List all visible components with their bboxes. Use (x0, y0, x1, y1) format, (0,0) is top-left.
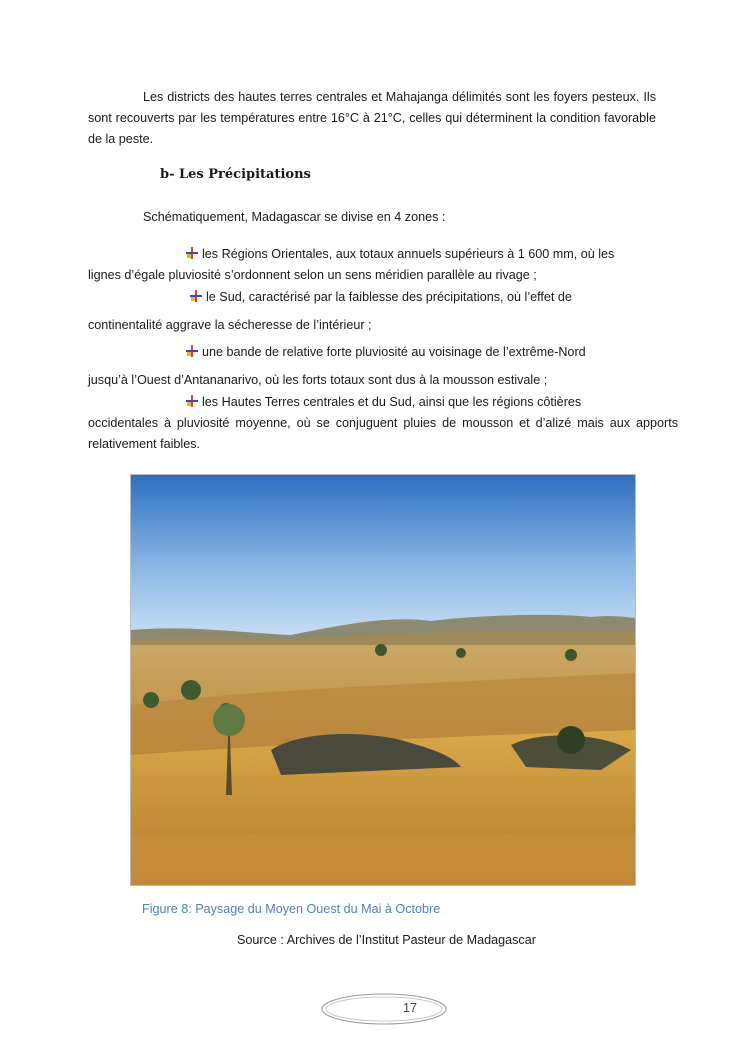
colored-cross-bullet-icon (186, 247, 198, 259)
zone-item-2 (190, 287, 572, 308)
zone-item-3 (186, 342, 586, 363)
intro-paragraph: Les districts des hautes terres centrales et Mahajanga délimités sont les foyers pesteux. Ils sont recouverts par les températures entre 16°C à 21°C, celles qui déterminent la condition favorable de la peste. (88, 90, 656, 146)
zone-item-1-continuation: lignes d’égale pluviosité s’ordonnent selon un sens méridien parallèle au rivage ; (88, 268, 537, 282)
zone-item-2-continuation: continentalité aggrave la sécheresse de l’intérieur ; (88, 318, 372, 332)
figure-source: Source : Archives de l’Institut Pasteur de Madagascar (237, 933, 536, 947)
section-heading: b- Les Précipitations (160, 167, 311, 182)
zone-item-3-continuation: jusqu’à l’Ouest d’Antananarivo, où les forts totaux sont dus à la mousson estivale ; (88, 373, 548, 387)
colored-cross-bullet-icon (186, 395, 198, 407)
colored-cross-bullet-icon (190, 290, 202, 302)
landscape-photo (130, 474, 636, 886)
zone-item-1 (186, 244, 614, 265)
zone-item-4-continuation: occidentales à pluviosité moyenne, où se conjuguent pluies de mousson et d’alizé mais aux apports relativement faibles. (88, 416, 678, 451)
zone-item-2-text: le Sud, caractérisé par la faiblesse des précipitations, où l’effet de (206, 290, 572, 304)
zone-item-4-text: les Hautes Terres centrales et du Sud, ainsi que les régions côtières (202, 395, 582, 409)
zones-intro-paragraph: Schématiquement, Madagascar se divise en 4 zones : (143, 210, 446, 224)
zone-item-3-text: une bande de relative forte pluviosité au voisinage de l’extrême-Nord (202, 345, 586, 359)
zone-item-4 (186, 392, 581, 413)
colored-cross-bullet-icon (186, 345, 198, 357)
landscape-illustration (131, 475, 635, 885)
zone-item-1-text: les Régions Orientales, aux totaux annuels supérieurs à 1 600 mm, où les (202, 247, 615, 261)
page-number: 17 (402, 1001, 417, 1015)
figure-caption: Figure 8: Paysage du Moyen Ouest du Mai à Octobre (142, 902, 441, 916)
